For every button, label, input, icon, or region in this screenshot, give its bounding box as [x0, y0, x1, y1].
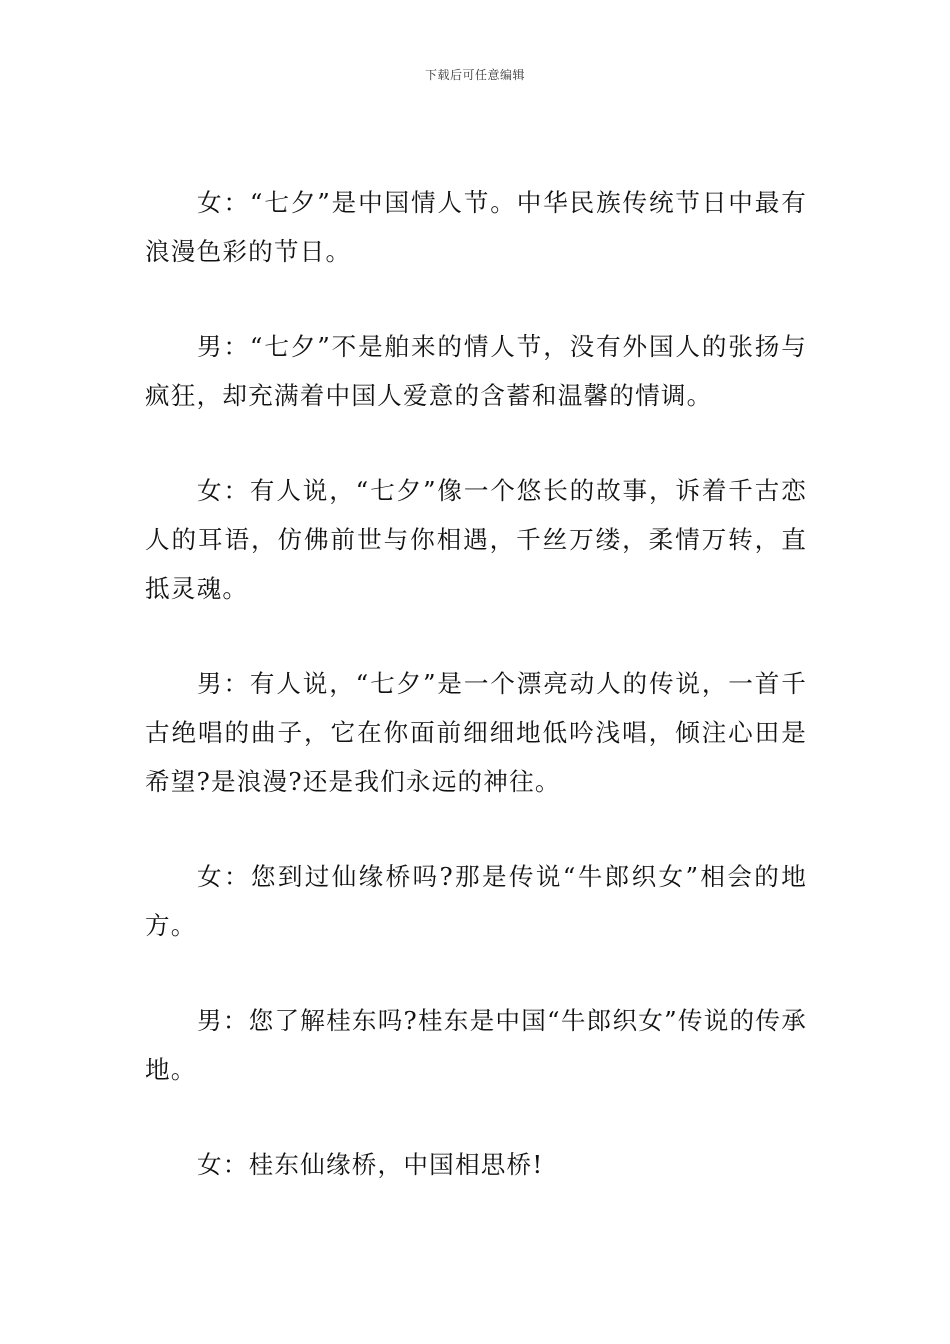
page-header: 下载后可任意编辑	[424, 68, 525, 82]
paragraph: 男：“七夕”不是舶来的情人节，没有外国人的张扬与疯狂，却充满着中国人爱意的含蓄和温馨的情调。	[145, 332, 807, 410]
paragraph: 女：您到过仙缘桥吗?那是传说“牛郎织女”相会的地方。	[145, 862, 807, 940]
paragraph: 女：“七夕”是中国情人节。中华民族传统节日中最有浪漫色彩的节日。	[145, 188, 807, 266]
paragraph: 女：桂东仙缘桥，中国相思桥!	[197, 1150, 544, 1179]
document-body	[145, 178, 807, 1235]
paragraph: 女：有人说，“七夕”像一个悠长的故事，诉着千古恋人的耳语，仿佛前世与你相遇，千丝万缕，柔情万转，直抵灵魂。	[145, 476, 807, 603]
paragraph: 男：有人说，“七夕”是一个漂亮动人的传说，一首千古绝唱的曲子，它在你面前细细地低吟浅唱，倾注心田是希望?是浪漫?还是我们永远的神往。	[145, 669, 807, 796]
paragraph: 男：您了解桂东吗?桂东是中国“牛郎织女”传说的传承地。	[145, 1006, 807, 1084]
